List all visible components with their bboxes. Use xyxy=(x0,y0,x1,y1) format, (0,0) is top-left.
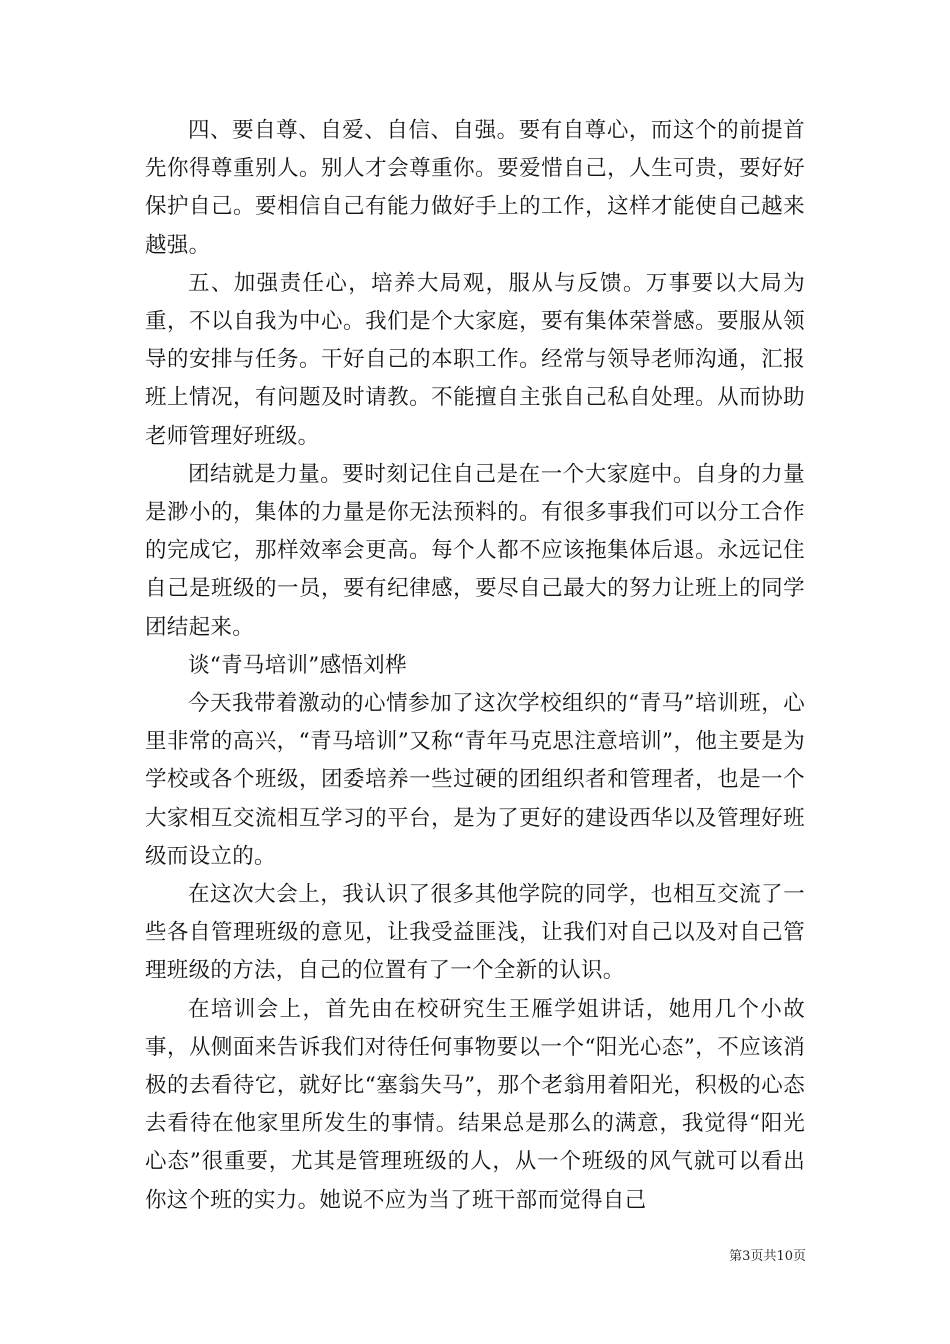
paragraph-responsibility: 五、加强责任心，培养大局观，服从与反馈。万事要以大局为重，不以自我为中心。我们是个大家庭，要有集体荣誉感。要服从领导的安排与任务。干好自己的本职工作。经常与领导老师沟通，汇报班上情况，有问题及时请教。不能擅自主张自己私自处理。从而协助老师管理好班级。 xyxy=(145,270,805,449)
section-heading: 谈“青马培训”感悟刘桦 xyxy=(188,652,407,678)
paragraph-training-intro: 今天我带着激动的心情参加了这次学校组织的“青马”培训班，心里非常的高兴，“青马培训”又称“青年马克思注意培训”，他主要是为学校或各个班级，团委培养一些过硬的团组织者和管理者，也是一个大家相互交流相互学习的平台，是为了更好的建设西华以及管理好班级而设立的。 xyxy=(145,691,805,869)
paragraph-unity: 团结就是力量。要时刻记住自己是在一个大家庭中。自身的力量是渺小的，集体的力量是你无法预料的。有很多事我们可以分工合作的完成它，那样效率会更高。每个人都不应该拖集体后退。永远记住自己是班级的一员，要有纪律感，要尽自己最大的努力让班上的同学团结起来。 xyxy=(145,461,805,640)
paragraph-self-respect: 四、要自尊、自爱、自信、自强。要有自尊心，而这个的前提首先你得尊重别人。别人才会尊重你。要爱惜自己，人生可贵，要好好保护自己。要相信自己有能力做好手上的工作，这样才能使自己越来越强。 xyxy=(145,118,805,258)
paragraph-sunny-mindset: 在培训会上，首先由在校研究生王雁学姐讲话，她用几个小故事，从侧面来告诉我们对待任何事物要以一个“阳光心态”，不应该消极的去看待它，就好比“塞翁失马”，那个老翁用着阳光，积极的心态去看待在他家里所发生的事情。结果总是那么的满意，我觉得“阳光心态”很重要，尤其是管理班级的人，从一个班级的风气就可以看出你这个班的实力。她说不应为当了班干部而觉得自己 xyxy=(145,996,805,1213)
paragraph-conference: 在这次大会上，我认识了很多其他学院的同学，也相互交流了一些各自管理班级的意见，让我受益匪浅，让我们对自己以及对自己管理班级的方法，自己的位置有了一个全新的认识。 xyxy=(145,882,805,984)
document-body xyxy=(145,112,805,1220)
page-number: 第3页共10页 xyxy=(729,1249,806,1264)
